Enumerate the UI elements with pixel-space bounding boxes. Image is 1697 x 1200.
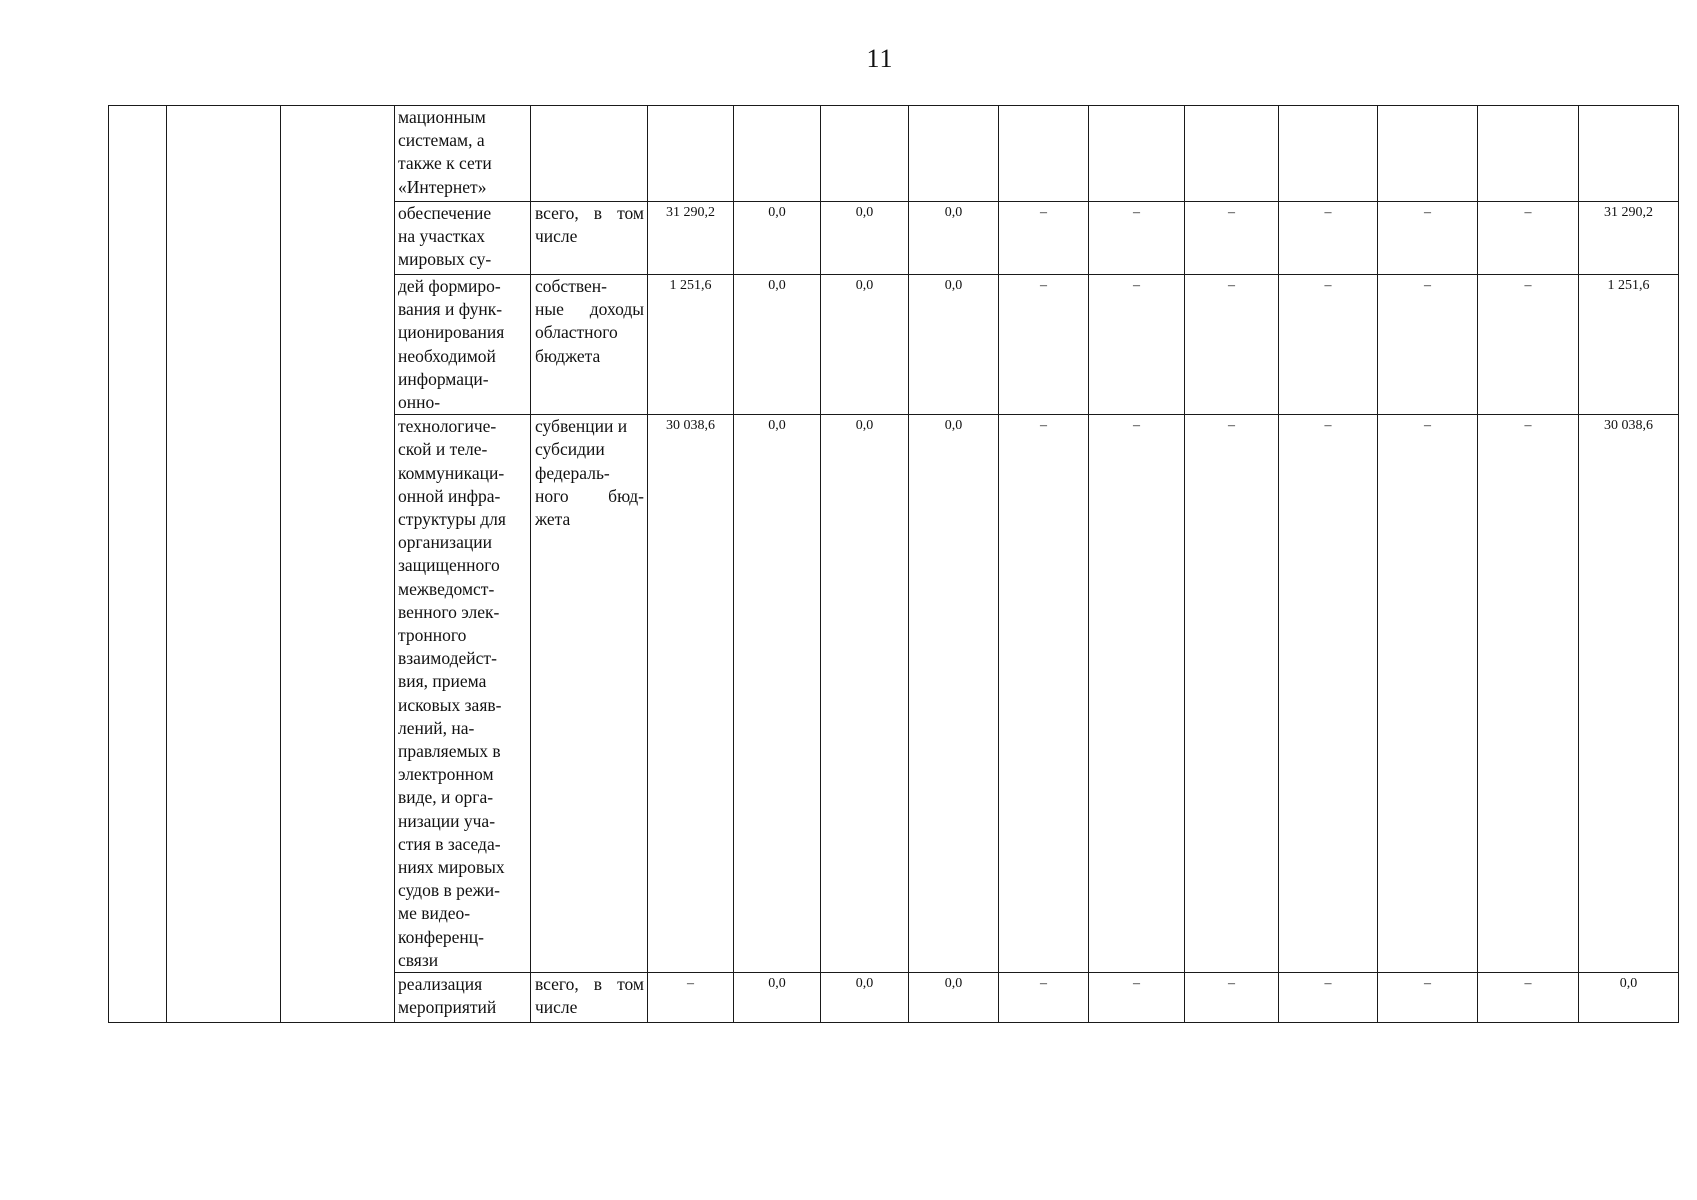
source-line: бюджета: [535, 345, 601, 366]
description-line: электронном: [398, 764, 494, 785]
value-cell: –: [1089, 415, 1185, 973]
value-cell: 0,0: [821, 973, 909, 1023]
value-cell: [1378, 106, 1478, 202]
description-line: также к сети: [398, 153, 492, 174]
source-cell: [531, 275, 648, 415]
value-cell: –: [1478, 415, 1579, 973]
description-line: мационным: [398, 107, 486, 127]
value-cell: –: [1478, 275, 1579, 415]
value-cell: –: [648, 973, 734, 1023]
description-line: «Интернет»: [398, 176, 487, 197]
description-line: ционирования: [398, 322, 505, 343]
source-line: субвенции и: [535, 416, 628, 437]
value-cell: 0,0: [734, 415, 821, 973]
source-line: всего, в том: [535, 203, 644, 223]
value-cell: –: [1279, 415, 1378, 973]
source-cell: [531, 973, 648, 1023]
description-line: необходимой: [398, 345, 496, 366]
empty-cell-col2: [167, 106, 281, 1023]
value-cell: –: [999, 202, 1089, 275]
description-line: правляемых в: [398, 741, 501, 762]
description-line: взаимодейст-: [398, 648, 497, 669]
description-line: информаци-: [398, 368, 489, 389]
source-line: собствен-: [535, 276, 607, 296]
description-cell: [395, 106, 531, 202]
budget-table: [108, 105, 1679, 1023]
value-cell: 1 251,6: [1579, 275, 1679, 415]
description-line: мероприятий: [398, 997, 497, 1018]
source-line: областного: [535, 322, 618, 343]
description-line: лений, на-: [398, 717, 475, 738]
source-cell: [531, 415, 648, 973]
value-cell: –: [999, 973, 1089, 1023]
description-line: онно-: [398, 392, 441, 413]
source-line: ные доходы: [535, 299, 644, 320]
page-number: 11: [866, 44, 894, 73]
value-cell: [734, 106, 821, 202]
description-line: судов в режи-: [398, 880, 500, 901]
value-cell: 30 038,6: [1579, 415, 1679, 973]
description-line: мировых су-: [398, 249, 492, 270]
value-cell: –: [1279, 973, 1378, 1023]
description-line: на участках: [398, 226, 485, 247]
value-cell: 31 290,2: [648, 202, 734, 275]
value-cell: 0,0: [909, 973, 999, 1023]
source-line: жета: [535, 509, 571, 530]
description-line: организации: [398, 532, 492, 553]
value-cell: –: [1089, 973, 1185, 1023]
description-cell: [395, 415, 531, 973]
value-cell: [1478, 106, 1579, 202]
value-cell: [1089, 106, 1185, 202]
value-cell: –: [1089, 202, 1185, 275]
description-line: обеспечение: [398, 203, 492, 223]
value-cell: [1579, 106, 1679, 202]
value-cell: 30 038,6: [648, 415, 734, 973]
value-cell: –: [999, 415, 1089, 973]
value-cell: 0,0: [734, 973, 821, 1023]
source-line: всего, в том: [535, 974, 644, 995]
value-cell: –: [1378, 275, 1478, 415]
empty-cell-col1: [109, 106, 167, 1023]
value-cell: [909, 106, 999, 202]
description-line: ниях мировых: [398, 857, 505, 878]
description-line: виде, и орга-: [398, 787, 494, 808]
value-cell: –: [1279, 275, 1378, 415]
description-line: венного элек-: [398, 601, 500, 622]
value-cell: –: [1478, 202, 1579, 275]
source-line: ного бюд-: [535, 485, 644, 506]
value-cell: –: [1185, 202, 1279, 275]
description-line: онной инфра-: [398, 485, 501, 506]
description-line: системам, а: [398, 130, 485, 151]
value-cell: 0,0: [821, 202, 909, 275]
description-line: исковых заяв-: [398, 694, 502, 715]
description-line: стия в заседа-: [398, 833, 501, 854]
description-cell: [395, 275, 531, 415]
description-line: вания и функ-: [398, 299, 503, 320]
value-cell: [999, 106, 1089, 202]
description-line: ской и теле-: [398, 439, 488, 460]
value-cell: 0,0: [734, 275, 821, 415]
value-cell: 0,0: [909, 202, 999, 275]
description-cell: [395, 973, 531, 1023]
source-cell: [531, 106, 648, 202]
description-line: тронного: [398, 625, 467, 646]
value-cell: [1279, 106, 1378, 202]
value-cell: 0,0: [821, 275, 909, 415]
description-line: конференц-: [398, 926, 484, 947]
value-cell: [1185, 106, 1279, 202]
description-cell: [395, 202, 531, 275]
empty-cell-col3: [281, 106, 395, 1023]
value-cell: –: [1378, 973, 1478, 1023]
source-line: федераль-: [535, 462, 610, 483]
value-cell: –: [1478, 973, 1579, 1023]
source-cell: [531, 202, 648, 275]
description-line: структуры для: [398, 509, 506, 530]
value-cell: –: [1185, 275, 1279, 415]
value-cell: –: [1378, 415, 1478, 973]
value-cell: 1 251,6: [648, 275, 734, 415]
table-row: [109, 106, 1679, 202]
value-cell: 0,0: [1579, 973, 1679, 1023]
value-cell: –: [1185, 415, 1279, 973]
value-cell: –: [1378, 202, 1478, 275]
description-line: защищенного: [398, 555, 500, 576]
description-line: связи: [398, 949, 439, 970]
value-cell: 31 290,2: [1579, 202, 1679, 275]
source-line: числе: [535, 226, 578, 247]
description-line: технологиче-: [398, 416, 497, 437]
value-cell: 0,0: [821, 415, 909, 973]
value-cell: –: [999, 275, 1089, 415]
value-cell: 0,0: [909, 275, 999, 415]
description-line: коммуникаци-: [398, 462, 505, 483]
value-cell: –: [1279, 202, 1378, 275]
value-cell: –: [1089, 275, 1185, 415]
description-line: низации уча-: [398, 810, 496, 831]
value-cell: [648, 106, 734, 202]
value-cell: –: [1185, 973, 1279, 1023]
description-line: ме видео-: [398, 903, 471, 924]
description-line: межведомст-: [398, 578, 495, 599]
description-line: вия, приема: [398, 671, 487, 692]
value-cell: 0,0: [909, 415, 999, 973]
source-line: числе: [535, 997, 578, 1018]
value-cell: [821, 106, 909, 202]
description-line: реализация: [398, 974, 483, 995]
description-line: дей формиро-: [398, 276, 501, 296]
source-line: субсидии: [535, 439, 605, 460]
value-cell: 0,0: [734, 202, 821, 275]
